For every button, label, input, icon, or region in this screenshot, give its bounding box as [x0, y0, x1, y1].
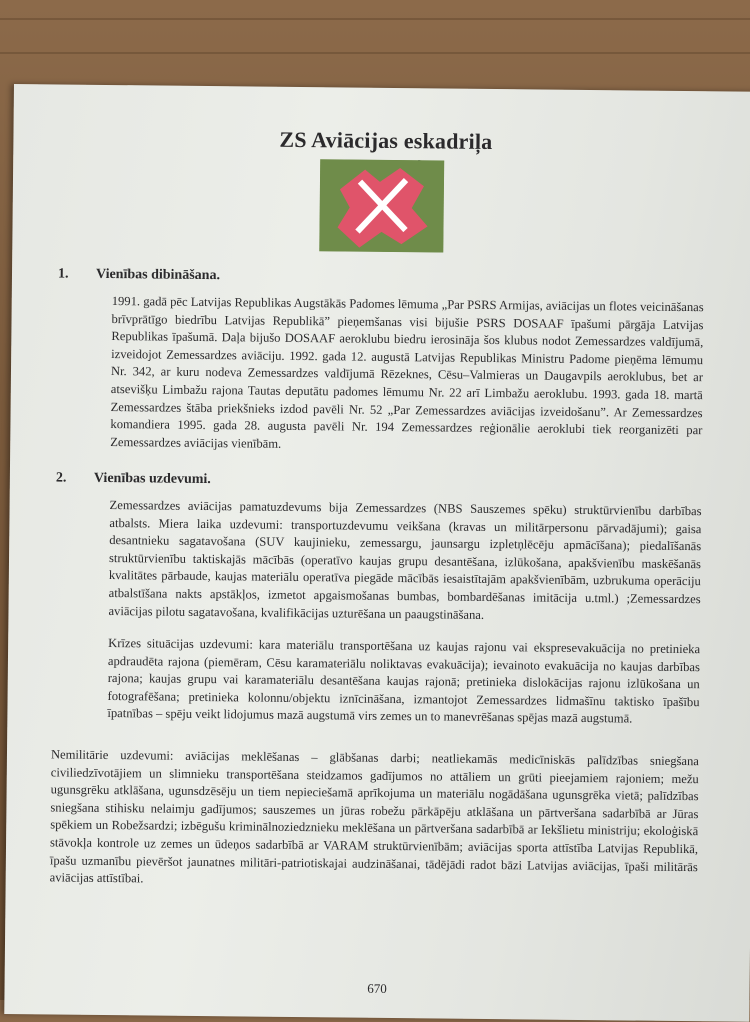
page-title: ZS Aviācijas eskadriļa	[279, 126, 493, 155]
section-number: 1.	[57, 266, 69, 282]
page-number: 670	[367, 980, 387, 996]
wood-grain-line	[0, 52, 750, 54]
section-heading	[58, 266, 220, 284]
cross-emblem-icon	[319, 159, 444, 252]
unit-emblem	[319, 159, 444, 252]
paragraph-text: Zemessardzes aviācijas pamatuzdevums bija Zemessardzes (NBS Sauszemes spēku) struktūrvienību darbības atbalsts. Miera laika uzdevumi: transportuzdevumu veikšana (kravas un militārpersonu pārvadājumi); gaisa desantnieku sagatavošana (SUV kaujinieku, zemessargu, jaunsargu izpletņlēcēju apmācīšana); piedalīšanās struktūrvienību taktiskajās mācībās (operatīvo kaujas grupu desantēšana, izlūkošana, apakšvienību maskēšanās kvalitātes pārbaude, kaujas materiālu operatīva piegāde mācībās iesaistītajām apakšvienībām, uzbrukuma operāciju atbalstīšana nakts apstākļos, izmetot apgaismošanas bumbas, bombardēšanas imitācija u.tml.) ;Zemessardzes aviācijas pilotu sagatavošana, kvalifikācijas uzturēšana un paaugstināšana.	[108, 498, 702, 622]
paragraph-text: Krīzes situācijas uzdevumi: kara materiālu transportēšana uz kaujas rajonu vai ekspresevakuācija no pretinieka apdraudēta rajona (piemēram, Cēsu karamateriālu noliktavas evakuācija); ievainoto evakuācija no kaujas darbības rajona; kaujas grupu vai karamateriālu desantēšana kaujas rajonā; pretinieka dislokācijas rajonu izlūkošana un fotografēšana; pretinieka kolonnu/objektu iznīcināšana, izmantojot Zemessardzes lidmašīnu taktisko īpašību īpatnības – spēju veikt lidojumus mazā augstumā virs zemes un to manevrēšanas spējas mazā augstumā.	[107, 636, 701, 726]
book-page	[4, 84, 750, 1022]
wood-grain-line	[0, 18, 750, 20]
section-title: Vienības dibināšana.	[95, 266, 221, 284]
section-number: 2.	[55, 470, 67, 486]
paragraph-text: Nemilitārie uzdevumi: aviācijas meklēšanas – glābšanas darbi; neatliekamās medicīniskās palīdzības sniegšana civiliedzīvotājiem un slimnieku transportēšana steidzamos gadījumos no attāliem un grūti pieejamiem rajoniem; mežu ugunsgrēku atklāšana, ugunsdzēsēju un tiem nepieciešamā aprīkojuma un materiālu nogādāšana ugunsgrēka vietā; palīdzības sniegšana stihisku nelaimju gadījumos; sauszemes un jūras robežu pārkāpēju atklāšana un pārtveršana sadarbībā ar Jūras spēkiem un Robežsardzi; izbēgušu kriminālnoziedznieku meklēšana un pārtveršana sadarbībā ar Iekšlietu ministriju; ekoloģiskā stāvokļa kontrole uz zemes un ūdeņos sadarbībā ar VARAM struktūrvienībām; aviācijas sporta attīstība Latvijas Republikā, īpašu uzmanību pievēršot jaunatnes militāri-patriotiskajai audzināšanai, tādējādi radot bāzi Latvijas aviācijas, īpaši militārās aviācijas attīstībai.	[49, 747, 700, 886]
paragraph-text: 1991. gadā pēc Latvijas Republikas Augstākās Padomes lēmuma „Par PSRS Armijas, aviācijas un flotes veicināšanas brīvprātīgo biedrību Latvijas Republikā” pieņemšanas visi bijušie PSRS DOSAAF īpašumi pārgāja Latvijas Republikas īpašumā. Daļa bijušo DOSAAF aeroklubu biedru ierosināja šos klubus nodot Zemessardzes valdījumā, izveidojot Zemessardzes aviāciju. 1992. gada 12. augustā Latvijas Republikas Ministru Padome pieņēma lēmumu Nr. 342, ar kuru nodeva Zemessardzes valdījumā Rēzeknes, Cēsu–Valmieras un Daugavpils aeroklubus, bet ar atsevišķu Limbažu rajona Tautas deputātu padomes lēmumu Nr. 22 arī Limbažu aeroklubu. 1993. gada 18. martā Zemessardzes štāba priekšnieks izdod pavēli Nr. 52 „Par Zemessardzes aviācijas izveidošanu”. Ar Zemessardzes komandiera 1995. gada 28. augusta pavēli Nr. 194 Zemessardzes reģionālie aeroklubi tiek reorganizēti par Zemessardzes aviācijas vienībām.	[110, 294, 704, 451]
paragraph	[54, 292, 704, 457]
section-title: Vienības uzdevumi.	[93, 470, 211, 488]
section-heading	[56, 470, 211, 488]
paragraph	[50, 746, 699, 894]
paragraph	[52, 496, 701, 626]
paragraph	[51, 634, 700, 729]
